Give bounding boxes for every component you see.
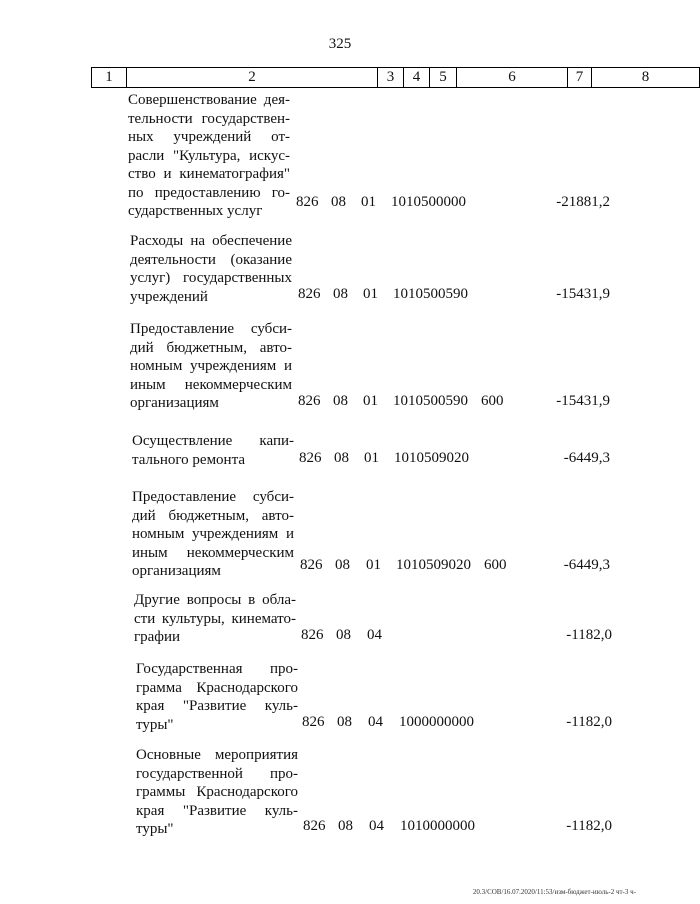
row-amount: -21881,2 [556,194,610,210]
page-number: 325 [328,36,352,52]
header-cell-3: 3 [377,67,404,88]
row-name: Расходы на обеспечение деятельности (оказание услуг) государственных учреждений [130,233,292,305]
row-code: 826 [298,393,321,409]
row-name: Основные мероприятия государственной про- граммы Краснодарского края "Развитие куль- туры" [136,747,298,837]
row-target: 1010509020 [396,557,471,573]
row-code: 826 [300,557,323,573]
row-code: 826 [302,714,325,730]
row-target: 1010500590 [393,286,468,302]
row-subsection: 04 [367,627,382,643]
row-subsection: 01 [366,557,381,573]
row-target: 1000000000 [399,714,474,730]
row-type: 600 [481,393,504,409]
row-name: Другие вопросы в обла- сти культуры, кинемато- графии [134,592,296,645]
table-header [92,67,650,88]
row-subsection: 01 [363,393,378,409]
row-section: 08 [338,818,353,834]
row-section: 08 [333,286,348,302]
row-section: 08 [333,393,348,409]
row-name: Осуществление капи- тального ремонта [132,433,294,468]
row-amount: -15431,9 [556,286,610,302]
row-amount: -1182,0 [566,627,612,643]
row-section: 08 [334,450,349,466]
row-name: Государственная про- грамма Краснодарского края "Развитие куль- туры" [136,661,298,733]
row-type: 600 [484,557,507,573]
row-amount: -1182,0 [566,714,612,730]
row-code: 826 [301,627,324,643]
row-code: 826 [303,818,326,834]
row-code: 826 [296,194,319,210]
footer-stamp: 20.3/СОВ/16.07.2020/11:53/изм-бюджет-июль-2 чт-3 ч- [472,888,636,896]
row-subsection: 01 [363,286,378,302]
row-subsection: 01 [364,450,379,466]
row-subsection: 01 [361,194,376,210]
header-cell-2: 2 [126,67,378,88]
row-section: 08 [337,714,352,730]
row-amount: -15431,9 [556,393,610,409]
row-name: Предоставление субси- дий бюджетным, авто- номным учреждениям и иным некоммерческим организациям [132,489,294,579]
header-cell-5: 5 [429,67,457,88]
header-cell-7: 7 [567,67,592,88]
row-section: 08 [336,627,351,643]
header-cell-1: 1 [91,67,127,88]
row-amount: -6449,3 [563,557,610,573]
row-target: 1010500000 [391,194,466,210]
row-section: 08 [335,557,350,573]
row-amount: -1182,0 [566,818,612,834]
row-target: 1010000000 [400,818,475,834]
header-cell-6: 6 [456,67,568,88]
header-cell-8: 8 [591,67,700,88]
row-target: 1010509020 [394,450,469,466]
row-code: 826 [299,450,322,466]
row-amount: -6449,3 [563,450,610,466]
row-code: 826 [298,286,321,302]
row-name: Совершенствование дея- тельности государствен- ных учреждений от- расли "Культура, искус- ство и кинематография" по предоставлению го- сударственных услуг [128,92,290,219]
header-cell-4: 4 [403,67,430,88]
row-target: 1010500590 [393,393,468,409]
row-subsection: 04 [369,818,384,834]
row-subsection: 04 [368,714,383,730]
row-section: 08 [331,194,346,210]
row-name: Предоставление субси- дий бюджетным, авто- номным учреждениям и иным некоммерческим организациям [130,321,292,411]
